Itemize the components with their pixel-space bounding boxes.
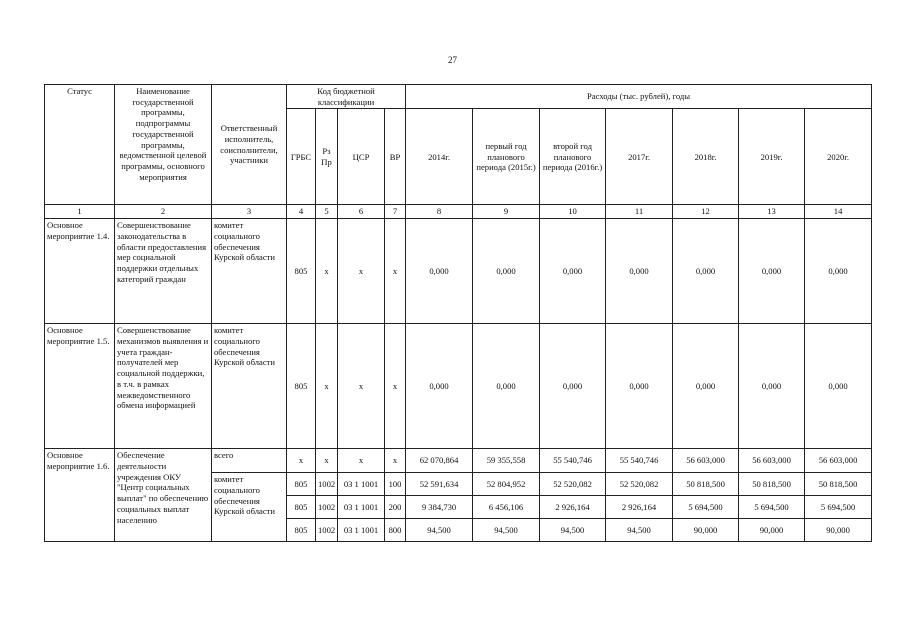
- cell-value: 0,000: [473, 219, 540, 324]
- cell-value: 55 540,746: [540, 449, 606, 473]
- cell-value: 2 926,164: [540, 496, 606, 519]
- cell-value: 52 804,952: [473, 473, 540, 496]
- header-2020: 2020г.: [805, 109, 872, 205]
- colnum: 13: [739, 205, 805, 219]
- header-csr: ЦСР: [338, 109, 385, 205]
- colnum: 7: [385, 205, 406, 219]
- header-2019: 2019г.: [739, 109, 805, 205]
- colnum: 10: [540, 205, 606, 219]
- colnum: 6: [338, 205, 385, 219]
- table-row: [45, 449, 872, 473]
- cell-value: 90,000: [739, 519, 805, 542]
- cell-value: 94,500: [406, 519, 473, 542]
- colnum: 9: [473, 205, 540, 219]
- cell-value: 0,000: [540, 324, 606, 449]
- header-2017: 2017г.: [606, 109, 673, 205]
- header-rzpr: Рз Пр: [316, 109, 338, 205]
- header-expenses: Расходы (тыс. рублей), годы: [406, 85, 872, 109]
- cell-rzpr: x: [316, 219, 338, 324]
- cell-value: 0,000: [673, 219, 739, 324]
- colnum: 14: [805, 205, 872, 219]
- cell-value: 0,000: [673, 324, 739, 449]
- colnum: 3: [212, 205, 287, 219]
- cell-value: 56 603,000: [673, 449, 739, 473]
- cell-grbs: 805: [287, 473, 316, 496]
- cell-value: 56 603,000: [739, 449, 805, 473]
- cell-value: 5 694,500: [805, 496, 872, 519]
- cell-value: 0,000: [540, 219, 606, 324]
- cell-value: 0,000: [406, 324, 473, 449]
- cell-csr: x: [338, 324, 385, 449]
- table-row: [45, 219, 872, 324]
- header-vr: ВР: [385, 109, 406, 205]
- row-name: Совершенствование законодательства в области предоставления мер социальной поддержки отдельных категорий граждан: [115, 219, 212, 324]
- cell-value: 9 384,730: [406, 496, 473, 519]
- cell-value: 94,500: [606, 519, 673, 542]
- cell-csr: x: [338, 219, 385, 324]
- header-2016: второй год планового периода (2016г.): [540, 109, 606, 205]
- table-row: [45, 324, 872, 449]
- cell-csr: 03 1 1001: [338, 473, 385, 496]
- colnum: 1: [45, 205, 115, 219]
- cell-grbs: 805: [287, 324, 316, 449]
- cell-vr: x: [385, 219, 406, 324]
- header-2015: первый год планового периода (2015г.): [473, 109, 540, 205]
- page-number: 27: [448, 55, 457, 65]
- cell-value: 2 926,164: [606, 496, 673, 519]
- cell-rzpr: 1002: [316, 496, 338, 519]
- header-2018: 2018г.: [673, 109, 739, 205]
- cell-vr: 800: [385, 519, 406, 542]
- cell-value: 50 818,500: [673, 473, 739, 496]
- row-responsible: комитет социального обеспечения Курской области: [212, 473, 287, 542]
- cell-value: 0,000: [805, 324, 872, 449]
- cell-rzpr: 1002: [316, 473, 338, 496]
- cell-value: 50 818,500: [805, 473, 872, 496]
- cell-vr: 100: [385, 473, 406, 496]
- cell-value: 52 591,634: [406, 473, 473, 496]
- header-responsible: Ответственный исполнитель, соисполнители, участники: [212, 85, 287, 205]
- cell-value: 94,500: [473, 519, 540, 542]
- cell-csr: 03 1 1001: [338, 496, 385, 519]
- colnum: 12: [673, 205, 739, 219]
- cell-value: 5 694,500: [673, 496, 739, 519]
- colnum: 4: [287, 205, 316, 219]
- colnum: 11: [606, 205, 673, 219]
- row-responsible: комитет социального обеспечения Курской области: [212, 324, 287, 449]
- cell-vr: x: [385, 324, 406, 449]
- row-status: Основное мероприятие 1.6.: [45, 449, 115, 542]
- header-status: Статус: [45, 85, 115, 205]
- cell-value: 55 540,746: [606, 449, 673, 473]
- row-responsible: комитет социального обеспечения Курской области: [212, 219, 287, 324]
- budget-table: [44, 84, 872, 542]
- header-2014: 2014г.: [406, 109, 473, 205]
- header-name: Наименование государственной программы, подпрограммы государственной программы, ведомственной целевой программы, основного мероприятия: [115, 85, 212, 205]
- cell-vr: 200: [385, 496, 406, 519]
- header-budget-code: Код бюджетной классификации: [287, 85, 406, 109]
- cell-rzpr: x: [316, 324, 338, 449]
- cell-value: 0,000: [739, 219, 805, 324]
- row-status: Основное мероприятие 1.5.: [45, 324, 115, 449]
- cell-rzpr: 1002: [316, 519, 338, 542]
- cell-value: 0,000: [473, 324, 540, 449]
- cell-value: 94,500: [540, 519, 606, 542]
- cell-grbs: 805: [287, 519, 316, 542]
- header-grbs: ГРБС: [287, 109, 316, 205]
- cell-value: 52 520,082: [540, 473, 606, 496]
- cell-value: 5 694,500: [739, 496, 805, 519]
- cell-grbs: x: [287, 449, 316, 473]
- cell-vr: x: [385, 449, 406, 473]
- cell-csr: 03 1 1001: [338, 519, 385, 542]
- row-total-label: всего: [212, 449, 287, 473]
- cell-value: 6 456,106: [473, 496, 540, 519]
- cell-grbs: 805: [287, 219, 316, 324]
- cell-value: 0,000: [606, 219, 673, 324]
- cell-value: 0,000: [739, 324, 805, 449]
- cell-value: 90,000: [673, 519, 739, 542]
- cell-rzpr: x: [316, 449, 338, 473]
- cell-value: 90,000: [805, 519, 872, 542]
- colnum: 5: [316, 205, 338, 219]
- cell-value: 56 603,000: [805, 449, 872, 473]
- cell-value: 59 355,558: [473, 449, 540, 473]
- cell-grbs: 805: [287, 496, 316, 519]
- cell-value: 0,000: [406, 219, 473, 324]
- cell-value: 52 520,082: [606, 473, 673, 496]
- row-status: Основное мероприятие 1.4.: [45, 219, 115, 324]
- cell-value: 0,000: [805, 219, 872, 324]
- cell-value: 0,000: [606, 324, 673, 449]
- row-name: Совершенствование механизмов выявления и учета граждан-получателей мер социальной поддержки, в т.ч. в рамках межведомственного обмена информацией: [115, 324, 212, 449]
- colnum: 8: [406, 205, 473, 219]
- row-name: Обеспечение деятельности учреждения ОКУ "Центр социальных выплат" по обеспечению социальных выплат населению: [115, 449, 212, 542]
- colnum: 2: [115, 205, 212, 219]
- cell-value: 62 070,864: [406, 449, 473, 473]
- cell-value: 50 818,500: [739, 473, 805, 496]
- cell-csr: x: [338, 449, 385, 473]
